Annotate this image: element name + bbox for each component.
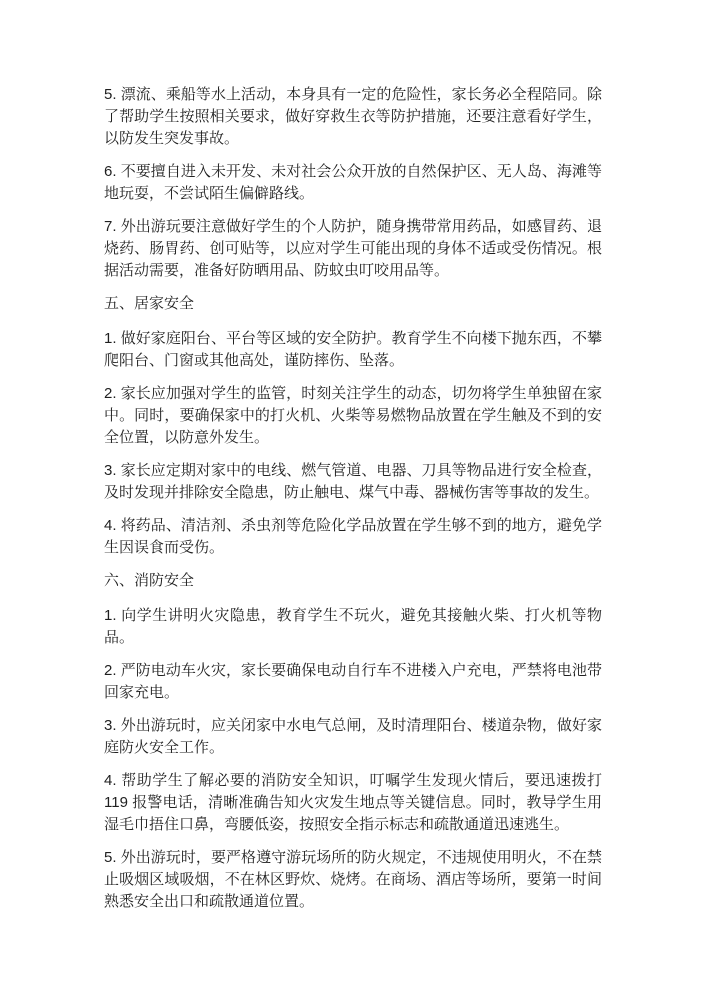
paragraph-home-safety-1: 1. 做好家庭阳台、平台等区域的安全防护。教育学生不向楼下抛东西，不攀爬阳台、门窗或其他高处，谨防摔伤、坠落。 xyxy=(104,330,602,369)
paragraph-fire-safety-2: 2. 严防电动车火灾，家长要确保电动自行车不进楼入户充电，严禁将电池带回家充电。 xyxy=(104,662,602,701)
paragraph-water-activity-7: 7. 外出游玩要注意做好学生的个人防护，随身携带常用药品，如感冒药、退烧药、肠胃药、创可贴等，以应对学生可能出现的身体不适或受伤情况。根据活动需要，准备好防晒用品、防蚊虫叮咬用品等。 xyxy=(104,218,602,279)
paragraph-home-safety-2: 2. 家长应加强对学生的监管，时刻关注学生的动态，切勿将学生单独留在家中。同时，要确保家中的打火机、火柴等易燃物品放置在学生触及不到的安全位置，以防意外发生。 xyxy=(104,385,602,446)
paragraph-fire-safety-4: 4. 帮助学生了解必要的消防安全知识，叮嘱学生发现火情后，要迅速拨打 119 报警电话，清晰准确告知火灾发生地点等关键信息。同时，教导学生用湿毛巾捂住口鼻，弯腰低姿，按照安全指示标志和疏散通道迅速逃生。 xyxy=(104,772,602,833)
section-heading-fire-safety: 六、消防安全 xyxy=(104,572,195,589)
paragraph-fire-safety-3: 3. 外出游玩时，应关闭家中水电气总闸，及时清理阳台、楼道杂物，做好家庭防火安全工作。 xyxy=(104,717,602,756)
document-content xyxy=(104,84,602,924)
section-heading-home-safety: 五、居家安全 xyxy=(104,295,195,312)
paragraph-water-activity-6: 6. 不要擅自进入未开发、未对社会公众开放的自然保护区、无人岛、海滩等地玩耍，不尝试陌生偏僻路线。 xyxy=(104,163,602,202)
paragraph-fire-safety-5: 5. 外出游玩时，要严格遵守游玩场所的防火规定，不违规使用明火，不在禁止吸烟区域吸烟，不在林区野炊、烧烤。在商场、酒店等场所，要第一时间熟悉安全出口和疏散通道位置。 xyxy=(104,849,602,910)
paragraph-fire-safety-1: 1. 向学生讲明火灾隐患，教育学生不玩火，避免其接触火柴、打火机等物品。 xyxy=(104,607,602,646)
paragraph-home-safety-4: 4. 将药品、清洁剂、杀虫剂等危险化学品放置在学生够不到的地方，避免学生因误食而受伤。 xyxy=(104,517,602,556)
paragraph-water-activity-5: 5. 漂流、乘船等水上活动，本身具有一定的危险性，家长务必全程陪同。除了帮助学生按照相关要求，做好穿救生衣等防护措施，还要注意看好学生，以防发生突发事故。 xyxy=(104,86,602,147)
paragraph-home-safety-3: 3. 家长应定期对家中的电线、燃气管道、电器、刀具等物品进行安全检查，及时发现并排除安全隐患，防止触电、煤气中毒、器械伤害等事故的发生。 xyxy=(104,462,602,501)
